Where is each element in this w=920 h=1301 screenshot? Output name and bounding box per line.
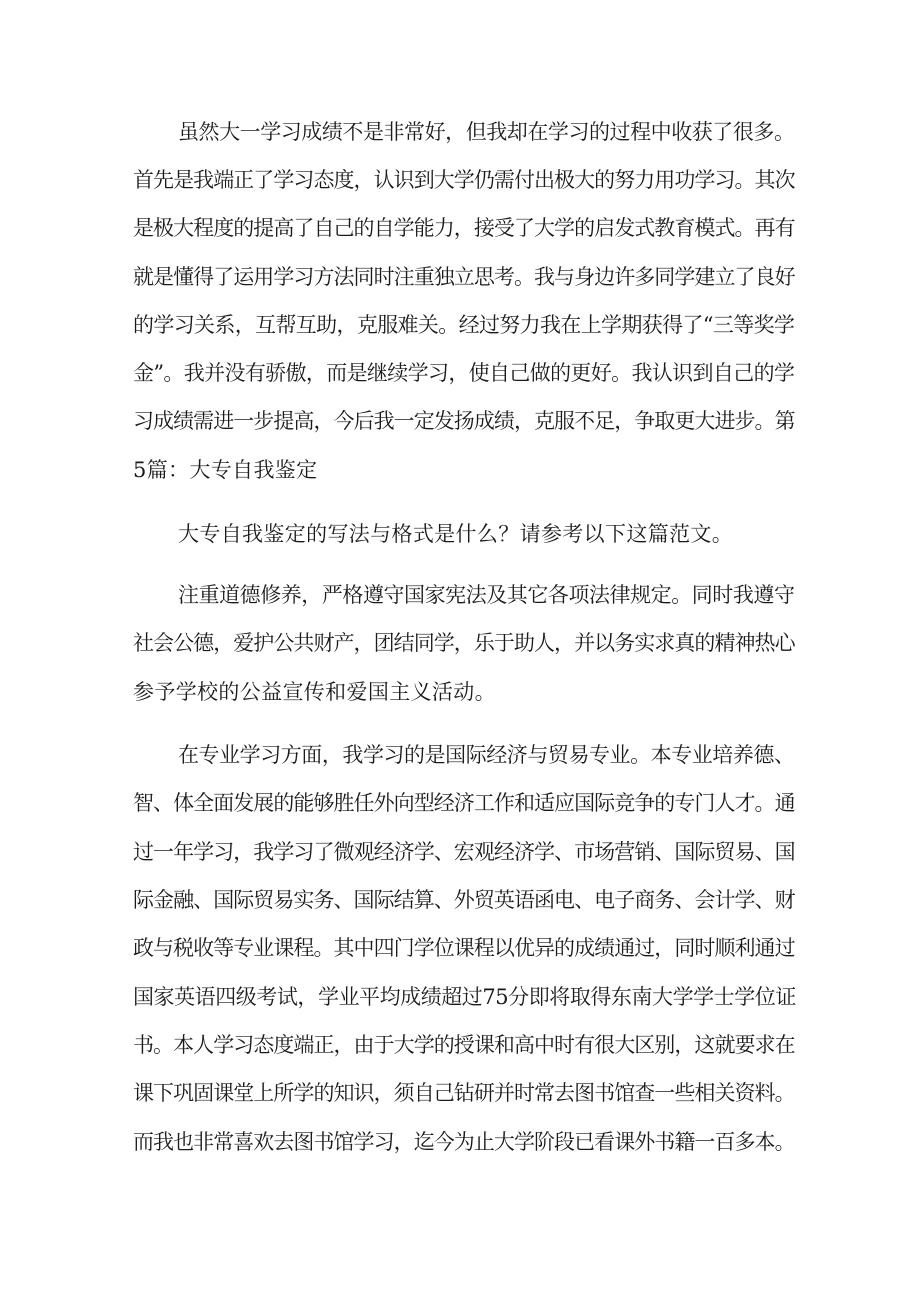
text-line: 虽然大一学习成绩不是非常好，但我却在学习的过程中收获了很多。	[178, 120, 795, 144]
text-line: 首先是我端正了学习态度，认识到大学仍需付出极大的努力用功学习。其次	[133, 168, 795, 192]
text-line: 习成绩需进一步提高，今后我一定发扬成绩，克服不足，争取更大进步。第	[133, 409, 795, 433]
text-line: 参予学校的公益宣传和爱国主义活动。	[133, 680, 496, 704]
text-line: 智、体全面发展的能够胜任外向型经济工作和适应国际竞争的专门人才。通	[133, 791, 795, 815]
text-line: 过一年学习，我学习了微观经济学、宏观经济学、市场营销、国际贸易、国	[133, 840, 795, 864]
text-line: 际金融、国际贸易实务、国际结算、外贸英语函电、电子商务、会计学、财	[133, 888, 795, 912]
text-line: 而我也非常喜欢去图书馆学习，迄今为止大学阶段已看课外书籍一百多本。	[133, 1130, 795, 1154]
text-line: 就是懂得了运用学习方法同时注重独立思考。我与身边许多同学建立了良好	[133, 265, 795, 289]
text-line: 社会公德，爱护公共财产，团结同学，乐于助人，并以务实求真的精神热心	[133, 631, 795, 655]
section-heading: 5篇：大专自我鉴定	[133, 458, 318, 482]
text-line: 的学习关系，互帮互助，克服难关。经过努力我在上学期获得了“三等奖学	[133, 313, 795, 337]
text-line: 书。本人学习态度端正，由于大学的授课和高中时有很大区别，这就要求在	[133, 1033, 795, 1057]
text-line: 是极大程度的提高了自己的自学能力，接受了大学的启发式教育模式。再有	[133, 216, 795, 240]
text-line: 政与税收等专业课程。其中四门学位课程以优异的成绩通过，同时顺利通过	[133, 936, 795, 960]
text-line: 注重道德修养，严格遵守国家宪法及其它各项法律规定。同时我遵守	[178, 583, 795, 607]
text-line: 在专业学习方面，我学习的是国际经济与贸易专业。本专业培养德、	[178, 743, 795, 767]
text-line: 大专自我鉴定的写法与格式是什么？请参考以下这篇范文。	[178, 522, 734, 546]
text-line: 国家英语四级考试，学业平均成绩超过75分即将取得东南大学学士学位证	[133, 985, 796, 1009]
text-line: 金”。我并没有骄傲，而是继续学习，使自己做的更好。我认识到自己的学	[133, 361, 795, 385]
text-line: 课下巩固课堂上所学的知识，须自己钻研并时常去图书馆查一些相关资料。	[133, 1081, 795, 1105]
